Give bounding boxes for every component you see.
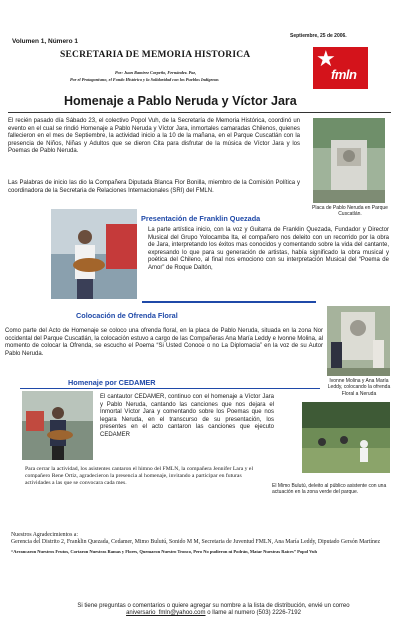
- plaque-photo: [313, 118, 385, 203]
- title-divider: [8, 112, 391, 113]
- logo-text: fmln: [331, 67, 357, 82]
- acknowledgements-list: Gerencia del Distrito 2, Franklin Quezada, Cedamer, Mimo Bulutú, Sonido M M, Secretaria de Juventud FMLN, Ana María Leddy, Diputado Gersón Martínez: [11, 539, 381, 545]
- section-divider: [142, 301, 316, 303]
- ofrenda-photo: [327, 306, 390, 376]
- intro-paragraph-2: Las Palabras de inicio las dio la Compañera Diputada Blanca Flor Bonilla, miembro de la Comisión Política y coordinadora de la Secretaria de Relaciones Internacionales (SRI) del FMLN.: [8, 180, 300, 194]
- volume-label: Volumen 1, Número 1: [12, 38, 78, 45]
- quote-text: “Arrancaron Nuestros Frutos, Cortaron Nuestras Ramas y Flores, Quemaron Nuestro Tronco, Pero No pudieron ni Podrán, Matar Nuestras Raíces” Popol Vuh: [11, 549, 317, 554]
- ofrenda-paragraph: Como parte del Acto de Homenaje se coloco una ofrenda floral, en la placa de Pablo Neruda, situada en la zona Nor occidental del Parque Cuscatlán, la colocación estuvo a cargo de las Compañeras Ana María Leddy e Ivonne Molina, al momento de colocar la Ofrenda, se escucho el Poema “Si Usted Conoce o no La Diplomacia” en la voz de su Autor Pablo Neruda.: [5, 328, 323, 357]
- section-title: SECRETARIA DE MEMORIA HISTORICA: [60, 50, 251, 60]
- plaque-photo-caption: Placa de Pablo Neruda en Parque Cuscatlán.: [312, 205, 388, 218]
- page-title: Homenaje a Pablo Neruda y Víctor Jara: [64, 94, 297, 108]
- cedamer-heading: Homenaje por CEDAMER: [68, 378, 156, 387]
- franklin-photo: [51, 209, 137, 299]
- bulutu-photo: [302, 402, 390, 473]
- footer-line: Si tiene preguntas o comentarios o quiere agregar su nombre a la lista de distribución, envié un correo: [77, 603, 350, 609]
- acknowledgements-heading: Nuestros Agradecimientos a:: [11, 532, 78, 538]
- franklin-paragraph: La parte artística inicio, con la voz y Guitarra de Franklin Quezada, Fundador y Director Musical del Grupo Yolocamba Ita, el compañero nos deleito con un recorrido por la obra de Jara, interpretando los éxitos mas conocidos y comentando sobre la vida del cantante, expresando lo que para su generación de artistas, había significado la obra musical y poética del Chileno, al final nos emociono con su interpretación Musical del “Poema de Amor” de Roque Daltón,: [148, 227, 389, 271]
- ofrenda-heading: Colocación de Ofrenda Floral: [76, 311, 178, 320]
- byline-secondary: Por el Protagonismo, el Fondo Histórico y la Solidaridad con los Pueblos Indígenas: [70, 77, 219, 82]
- footer-phone: o llame al numero (503) 2226-7192: [205, 610, 301, 617]
- acknowledgements: [11, 532, 391, 555]
- ofrenda-photo-caption: Ivonne Molina y Ana María Leddy, colocando la ofrenda Floral a Neruda: [327, 378, 391, 397]
- franklin-heading: Presentación de Franklin Quezada: [141, 214, 261, 223]
- cedamer-photo: [22, 391, 93, 460]
- bulutu-photo-caption: El Mimo Bulutú, deleito al público asistente con una actuación en la zona verde del parque.: [272, 483, 387, 496]
- contact-email-link[interactable]: aniversario_fmln@yahoo.com: [126, 610, 206, 617]
- issue-date: Septiembre, 25 de 2006.: [290, 33, 347, 39]
- fmln-logo: [313, 47, 368, 89]
- intro-paragraph: El recién pasado día Sábado 23, el colectivo Popol Vuh, de la Secretaría de Memoria Histórica, coordinó un evento en el cual se rindió Homenaje a Pablo Neruda y Víctor Jara, inmortales camaradas Chilenos, quienes fallecieron en el mes de Septiembre, la actividad inicio a la 10 de la mañana, en el Parque Cuscatlán con la presencia de Niños, Niñas y Adultos que se dieron Cita para disfrutar de la música de Víctor Jara y los Poemas de Pablo Neruda.: [8, 118, 300, 155]
- closing-paragraph: Para cerrar la actividad, los asistentes cantaron el himno del FMLN, la compañera Jennifer Lara y el compañero Rene Ortiz, agradecieron la presencia al homenaje, invitando a participar en futuras actividades a las que se convocara cada mes.: [25, 466, 254, 486]
- popol-vuh-quote: [11, 549, 391, 555]
- cedamer-divider: [20, 388, 320, 389]
- footer-contact: [41, 603, 386, 618]
- star-icon: ★: [316, 46, 336, 71]
- cedamer-paragraph: El cantautor CEDAMER, continuo con el homenaje a Víctor Jara y Pablo Neruda, cantando las canciones que nos dejara el Inmortal Víctor Jara y comentando sobre los Poemas que nos legara Neruda, en el transcurso de su presentación, los presentes en el acto cantaron las canciones que ejecuto CEDAMER: [100, 394, 274, 438]
- byline: Por: Juan Ramírez Corpeño, Fernández. Paz,: [115, 70, 197, 75]
